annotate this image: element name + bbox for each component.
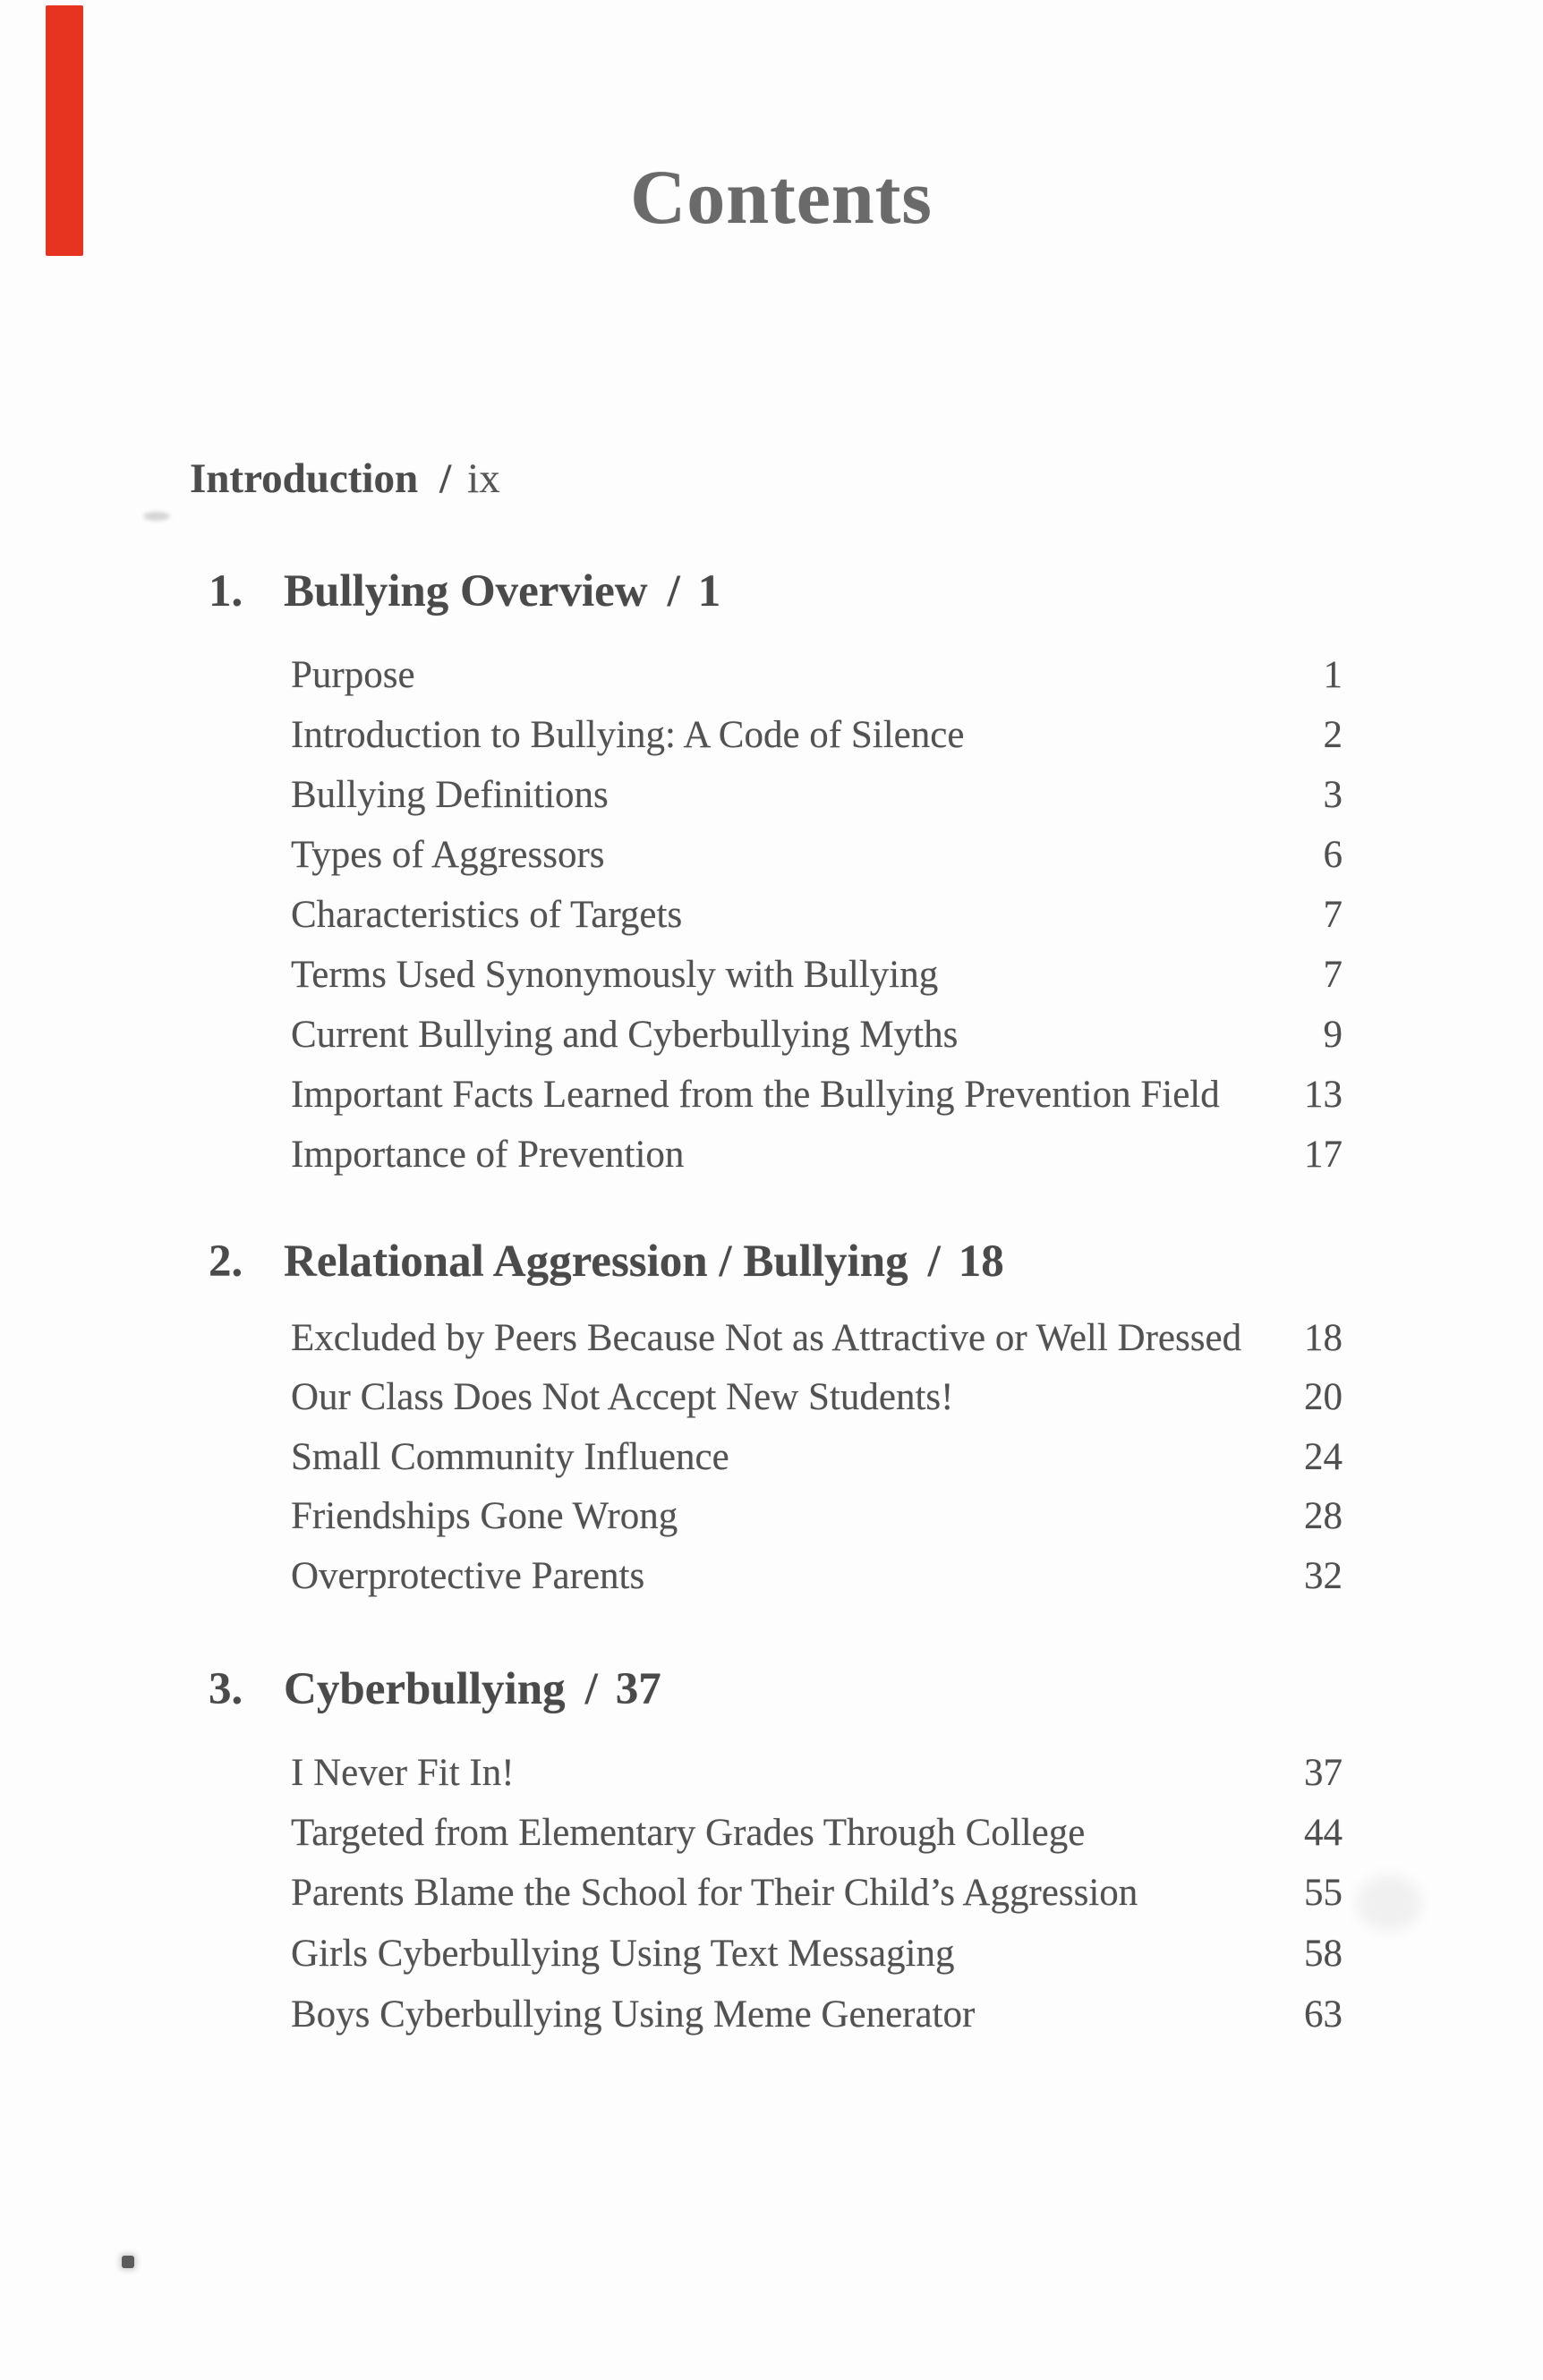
item-page-number: 32 <box>1304 1555 1343 1597</box>
toc-item <box>291 1378 1343 1416</box>
chapter-page-number: 18 <box>958 1237 1004 1287</box>
item-title: Friendships Gone Wrong <box>291 1495 678 1537</box>
scan-smudge <box>143 512 170 521</box>
chapter-title: Cyberbullying <box>284 1664 566 1714</box>
page-title: Contents <box>630 154 933 240</box>
toc-item <box>291 656 1343 694</box>
toc-item <box>291 1814 1343 1852</box>
toc-item <box>291 716 1343 754</box>
item-page-number: 13 <box>1304 1074 1343 1116</box>
item-page-number: 37 <box>1304 1752 1343 1794</box>
item-page-number: 44 <box>1304 1812 1343 1854</box>
chapter-separator: / <box>584 1664 598 1714</box>
toc-item <box>291 1075 1343 1114</box>
item-title: Characteristics of Targets <box>291 894 683 936</box>
intro-entry <box>190 455 500 502</box>
item-title: Purpose <box>291 654 415 696</box>
item-title: Small Community Influence <box>291 1436 729 1478</box>
toc-item <box>291 1874 1343 1912</box>
intro-label: Introduction <box>190 455 419 502</box>
scan-ink-dot <box>122 2256 134 2268</box>
chapter-page-number: 1 <box>697 566 721 616</box>
item-title: I Never Fit In! <box>291 1752 515 1794</box>
item-page-number: 7 <box>1323 954 1343 996</box>
toc-item <box>291 1497 1343 1535</box>
item-title: Important Facts Learned from the Bullying Prevention Field <box>291 1074 1220 1116</box>
item-page-number: 9 <box>1323 1014 1343 1056</box>
toc-item <box>291 1438 1343 1476</box>
item-page-number: 6 <box>1323 834 1343 876</box>
toc-item <box>291 1135 1343 1174</box>
chapter-heading-3 <box>209 1664 661 1714</box>
item-title: Types of Aggressors <box>291 834 605 876</box>
chapter-heading-1 <box>209 566 721 616</box>
item-title: Overprotective Parents <box>291 1555 645 1597</box>
item-page-number: 20 <box>1304 1376 1343 1418</box>
item-page-number: 58 <box>1304 1933 1343 1975</box>
item-title: Our Class Does Not Accept New Students! <box>291 1376 954 1418</box>
item-page-number: 28 <box>1304 1495 1343 1537</box>
item-title: Importance of Prevention <box>291 1134 685 1176</box>
chapter-number: 1. <box>209 566 243 616</box>
item-title: Excluded by Peers Because Not as Attractive or Well Dressed <box>291 1317 1242 1359</box>
item-title: Girls Cyberbullying Using Text Messaging <box>291 1933 955 1975</box>
item-title: Terms Used Synonymously with Bullying <box>291 954 939 996</box>
item-title: Boys Cyberbullying Using Meme Generator <box>291 1993 976 2036</box>
intro-separator: / <box>439 455 452 502</box>
intro-page-number: ix <box>467 455 500 502</box>
item-page-number: 63 <box>1304 1993 1343 2036</box>
chapter-number: 2. <box>209 1237 243 1287</box>
toc-item <box>291 1754 1343 1792</box>
toc-item <box>291 896 1343 934</box>
toc-item <box>291 1016 1343 1054</box>
chapter-title: Relational Aggression / Bullying <box>284 1237 908 1287</box>
toc-item <box>291 1319 1343 1357</box>
item-title: Current Bullying and Cyberbullying Myths <box>291 1014 959 1056</box>
chapter-page-number: 37 <box>615 1664 661 1714</box>
chapter-number: 3. <box>209 1664 243 1714</box>
item-page-number: 7 <box>1323 894 1343 936</box>
chapter-title: Bullying Overview <box>284 566 648 616</box>
item-page-number: 24 <box>1304 1436 1343 1478</box>
toc-item <box>291 1995 1343 2034</box>
item-title: Introduction to Bullying: A Code of Silence <box>291 714 965 756</box>
toc-item <box>291 956 1343 994</box>
item-page-number: 3 <box>1323 774 1343 816</box>
item-page-number: 17 <box>1304 1134 1343 1176</box>
item-page-number: 18 <box>1304 1317 1343 1359</box>
chapter-heading-2 <box>209 1239 1004 1285</box>
toc-item <box>291 1557 1343 1595</box>
chapter-separator: / <box>927 1237 941 1287</box>
toc-item <box>291 776 1343 814</box>
item-page-number: 2 <box>1323 714 1343 756</box>
toc-item <box>291 1934 1343 1973</box>
chapter-separator: / <box>667 566 680 616</box>
item-page-number: 55 <box>1304 1872 1343 1914</box>
item-title: Parents Blame the School for Their Child’s Aggression <box>291 1872 1138 1914</box>
scan-smudge <box>1357 1875 1421 1931</box>
item-title: Bullying Definitions <box>291 774 609 816</box>
item-page-number: 1 <box>1323 654 1343 696</box>
item-title: Targeted from Elementary Grades Through College <box>291 1812 1086 1854</box>
toc-item <box>291 836 1343 874</box>
